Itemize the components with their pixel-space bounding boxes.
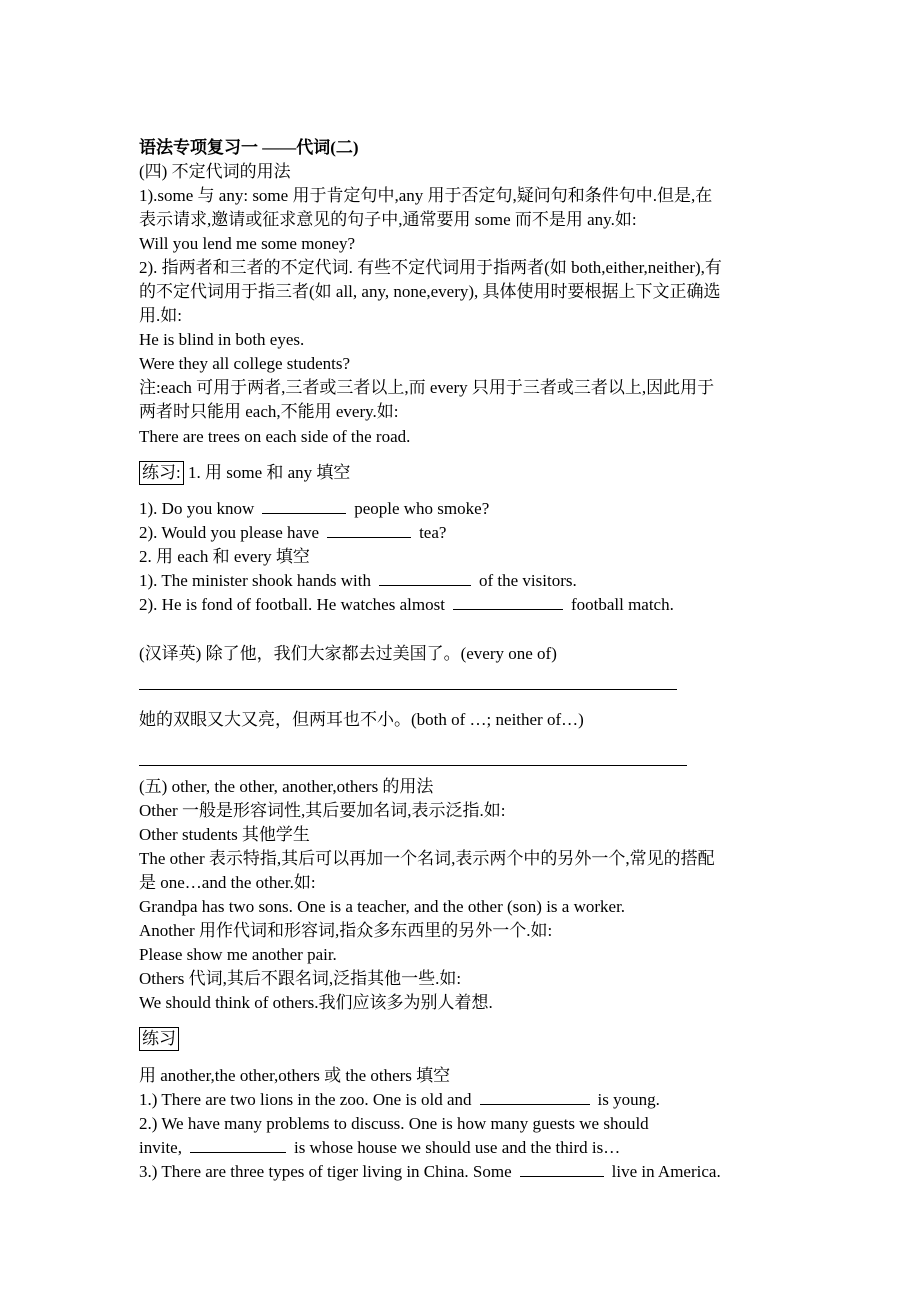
note-line: 两者时只能用 each,不能用 every.如: [139, 402, 399, 421]
paragraph-line: Another 用作代词和形容词,指众多东西里的另外一个.如: [139, 921, 553, 940]
answer-blank[interactable] [520, 1160, 604, 1177]
exercise-question [139, 497, 489, 521]
paragraph-line: 是 one…and the other.如: [139, 873, 316, 892]
question-text: 3.) There are three types of tiger living in China. Some [139, 1162, 512, 1181]
paragraph-line: 1).some 与 any: some 用于肯定句中,any 用于否定句,疑问句和条件句中.但是,在 [139, 186, 713, 205]
exercise-question-continued [139, 1136, 620, 1160]
exercise-question: 2.) We have many problems to discuss. One is how many guests we should [139, 1114, 649, 1133]
example-line: Please show me another pair. [139, 945, 337, 964]
answer-line[interactable] [139, 765, 687, 766]
question-text: 1). Do you know [139, 499, 255, 518]
section-heading: (五) other, the other, another,others 的用法 [139, 777, 434, 796]
exercise-header [139, 1027, 179, 1051]
question-text: tea? [419, 523, 447, 542]
example-line: Other students 其他学生 [139, 825, 310, 844]
question-text: 2). Would you please have [139, 523, 320, 542]
exercise-question [139, 521, 446, 545]
translation-prompt: 她的双眼又大又亮，但两耳也不小。(both of …; neither of…) [139, 710, 584, 729]
answer-blank[interactable] [453, 593, 563, 610]
paragraph-line: Other 一般是形容词性,其后要加名词,表示泛指.如: [139, 801, 506, 820]
exercise-task: 2. 用 each 和 every 填空 [139, 547, 310, 566]
question-text: is young. [597, 1090, 660, 1109]
answer-blank[interactable] [327, 521, 411, 538]
exercise-task: 用 another,the other,others 或 the others 填空 [139, 1066, 451, 1085]
exercise-question [139, 1160, 721, 1184]
example-line: Were they all college students? [139, 354, 351, 373]
question-text: people who smoke? [354, 499, 490, 518]
answer-blank[interactable] [480, 1088, 590, 1105]
question-text: football match. [570, 595, 674, 614]
exercise-task: 1. 用 some 和 any 填空 [187, 463, 351, 482]
exercise-question [139, 1088, 660, 1112]
question-text: 2). He is fond of football. He watches almost [139, 595, 445, 614]
note-line: 注:each 可用于两者,三者或三者以上,而 every 只用于三者或三者以上,因此用于 [139, 378, 715, 397]
answer-blank[interactable] [262, 497, 346, 514]
example-line: There are trees on each side of the road. [139, 427, 411, 446]
paragraph-line: 表示请求,邀请或征求意见的句子中,通常要用 some 而不是用 any.如: [139, 210, 637, 229]
example-line: We should think of others.我们应该多为别人着想. [139, 993, 493, 1012]
example-line: Will you lend me some money? [139, 234, 356, 253]
paragraph-line: Others 代词,其后不跟名词,泛指其他一些.如: [139, 969, 462, 988]
exercise-question [139, 593, 674, 617]
paragraph-line: The other 表示特指,其后可以再加一个名词,表示两个中的另外一个,常见的搭配 [139, 849, 715, 868]
question-text: is whose house we should use and the third is… [293, 1138, 621, 1157]
question-text: live in America. [611, 1162, 721, 1181]
example-line: He is blind in both eyes. [139, 330, 305, 349]
answer-blank[interactable] [190, 1136, 286, 1153]
exercise-header [139, 461, 350, 485]
paragraph-line: 2). 指两者和三者的不定代词. 有些不定代词用于指两者(如 both,either,neither),有 [139, 258, 722, 277]
exercise-question [139, 569, 577, 593]
question-text: of the visitors. [479, 571, 577, 590]
question-text: 1.) There are two lions in the zoo. One is old and [139, 1090, 472, 1109]
document-title: 语法专项复习一 ——代词(二) [139, 138, 359, 157]
answer-line[interactable] [139, 689, 677, 690]
exercise-label-box: 练习: [139, 461, 184, 485]
exercise-label-box: 练习 [139, 1027, 179, 1051]
question-text: invite, [139, 1138, 182, 1157]
section-heading: (四) 不定代词的用法 [139, 162, 291, 181]
paragraph-line: 用.如: [139, 306, 182, 325]
translation-prompt: (汉译英) 除了他，我们大家都去过美国了。(every one of) [139, 644, 557, 663]
answer-blank[interactable] [379, 569, 471, 586]
question-text: 1). The minister shook hands with [139, 571, 371, 590]
example-line: Grandpa has two sons. One is a teacher, and the other (son) is a worker. [139, 897, 626, 916]
paragraph-line: 的不定代词用于指三者(如 all, any, none,every), 具体使用时要根据上下文正确选 [139, 282, 721, 301]
